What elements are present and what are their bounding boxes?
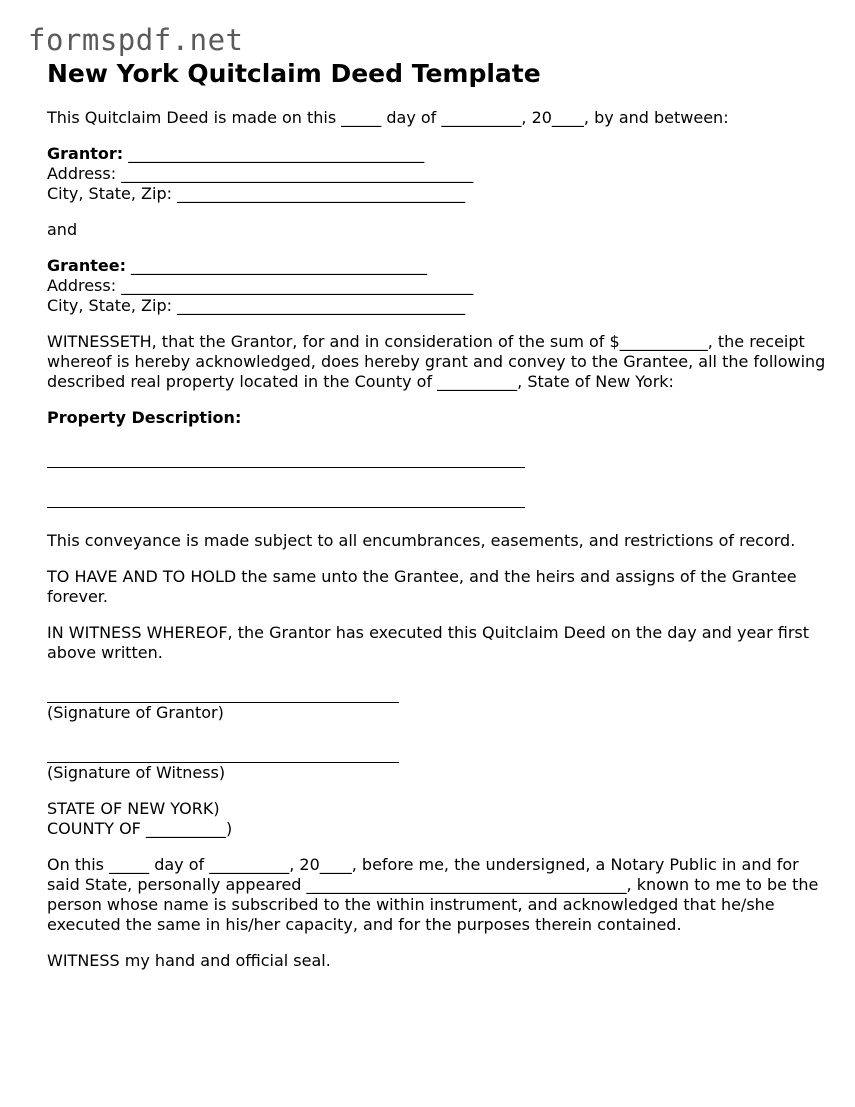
grantor-blank: _____________________________________ <box>123 144 425 163</box>
venue-block <box>47 799 827 839</box>
property-description-line-1 <box>47 448 827 468</box>
witness-seal-line: WITNESS my hand and official seal. <box>47 951 331 970</box>
grantor-line <box>47 144 827 164</box>
habendum-paragraph: TO HAVE AND TO HOLD the same unto the Grantee, and the heirs and assigns of the Grantee forever. <box>47 567 797 606</box>
grantee-address: Address: ____________________________________________ <box>47 276 474 295</box>
conveyance-paragraph: This conveyance is made subject to all encumbrances, easements, and restrictions of record. <box>47 531 796 550</box>
deed-document <box>47 58 827 971</box>
intro-paragraph: This Quitclaim Deed is made on this _____ day of __________, 20____, by and between: <box>47 108 729 127</box>
acknowledgment-paragraph: On this _____ day of __________, 20____, before me, the undersigned, a Notary Public in and for said State, personally appeared ________________________________________, known to me to be the person whose name is subscribed to the within instrument, and acknowledged that he/she executed the same in his/her capacity, and for the purposes therein contained. <box>47 855 819 934</box>
and-text: and <box>47 220 78 239</box>
grantee-block <box>47 256 827 316</box>
grantor-label: Grantor: <box>47 144 124 163</box>
page-title: New York Quitclaim Deed Template <box>47 59 541 88</box>
grantor-address: Address: ____________________________________________ <box>47 164 474 183</box>
witness-signature-caption: (Signature of Witness) <box>47 763 226 782</box>
grantee-city-state-zip: City, State, Zip: ____________________________________ <box>47 296 466 315</box>
grantor-signature-line <box>47 683 827 703</box>
grantee-label: Grantee: <box>47 256 126 275</box>
venue-state: STATE OF NEW YORK) <box>47 799 220 818</box>
grantee-line <box>47 256 827 276</box>
grantee-blank: _____________________________________ <box>125 256 428 275</box>
venue-county: COUNTY OF __________) <box>47 819 233 838</box>
watermark-logo: formspdf.net <box>28 23 244 57</box>
grantor-block <box>47 144 827 204</box>
property-description-line-2 <box>47 488 827 508</box>
grantor-city-state-zip: City, State, Zip: ____________________________________ <box>47 184 466 203</box>
property-description-heading: Property Description: <box>47 408 242 427</box>
in-witness-paragraph: IN WITNESS WHEREOF, the Grantor has executed this Quitclaim Deed on the day and year first above written. <box>47 623 810 662</box>
witnesseth-paragraph: WITNESSETH, that the Grantor, for and in consideration of the sum of $___________, the receipt whereof is hereby acknowledged, does hereby grant and convey to the Grantee, all the following described real property located in the County of __________, State of New York: <box>47 332 826 391</box>
witness-signature-line <box>47 743 827 763</box>
grantor-signature-caption: (Signature of Grantor) <box>47 703 224 722</box>
